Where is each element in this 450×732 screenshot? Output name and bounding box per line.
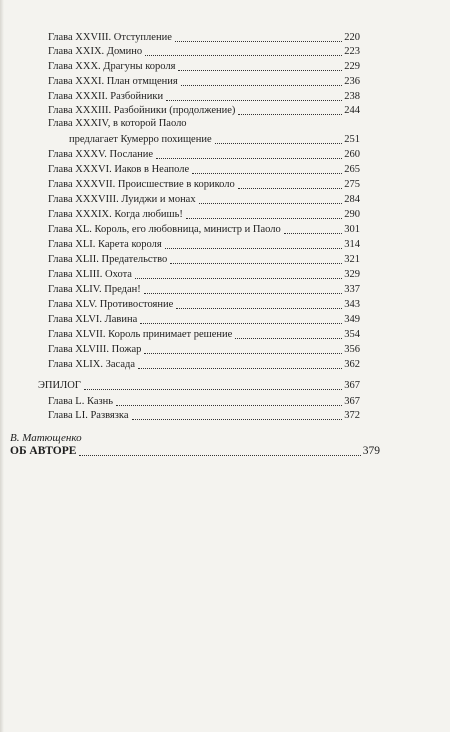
- toc-epilogue[interactable]: [38, 380, 360, 392]
- toc-leader: [186, 218, 342, 219]
- toc-entry-title: Глава XXXVIII. Луиджи и монах: [48, 194, 196, 205]
- author-name: В. Матющенко: [10, 432, 82, 444]
- toc-entry-title: Глава XLII. Предательство: [48, 254, 168, 265]
- toc-entry[interactable]: [48, 224, 360, 236]
- toc-leader: [238, 188, 342, 189]
- toc-entry-title: Глава L. Казнь: [48, 396, 114, 407]
- toc-leader: [235, 338, 342, 339]
- toc-entry-page: 343: [344, 299, 360, 310]
- toc-entry[interactable]: [48, 61, 360, 73]
- page-edge: [0, 0, 4, 732]
- toc-entry-page: 284: [344, 194, 360, 205]
- toc-entry-title: ЭПИЛОГ: [38, 380, 81, 391]
- toc-entry[interactable]: [48, 344, 360, 356]
- toc-entry[interactable]: [48, 396, 360, 408]
- toc-entry[interactable]: [48, 329, 360, 341]
- toc-leader: [79, 455, 360, 456]
- toc-entry[interactable]: [69, 134, 360, 146]
- toc-entry-title: Глава XLVI. Лавина: [48, 314, 138, 325]
- toc-entry-page: 220: [344, 32, 360, 43]
- toc-entry[interactable]: [48, 76, 360, 88]
- toc-entry-page: 301: [344, 224, 360, 235]
- toc-leader: [166, 100, 342, 101]
- toc-entry-title: Глава XLVII. Король принимает решение: [48, 329, 233, 340]
- toc-entry[interactable]: [48, 209, 360, 221]
- toc-entry-title: Глава XXX. Драгуны короля: [48, 61, 176, 72]
- toc-entry-page: 362: [344, 359, 360, 370]
- toc-leader: [199, 203, 343, 204]
- toc-leader: [284, 233, 343, 234]
- toc-leader: [138, 368, 342, 369]
- toc-leader: [140, 323, 342, 324]
- toc-entry[interactable]: [48, 91, 360, 103]
- toc-entry[interactable]: [48, 105, 360, 117]
- toc-entry-page: 321: [344, 254, 360, 265]
- toc-entry-page: 223: [344, 46, 360, 57]
- toc-entry[interactable]: [48, 254, 360, 266]
- toc-entry[interactable]: [48, 269, 360, 281]
- toc-entry[interactable]: [48, 46, 360, 58]
- toc-entry-title: Глава XL. Король, его любовница, министр и Паоло: [48, 224, 281, 235]
- toc-entry-page: 349: [344, 314, 360, 325]
- toc-entry-page: 275: [344, 179, 360, 190]
- toc-entry-page: 251: [344, 134, 360, 145]
- toc-leader: [215, 143, 343, 144]
- toc-entry-page: 236: [344, 76, 360, 87]
- toc-entry-page: 337: [344, 284, 360, 295]
- toc-entry-page: 238: [344, 91, 360, 102]
- toc-entry[interactable]: [48, 410, 360, 422]
- toc-entry-page: 244: [344, 105, 360, 116]
- toc-entry-title: Глава XLI. Карета короля: [48, 239, 162, 250]
- toc-entry-title: Глава XLIX. Засада: [48, 359, 135, 370]
- toc-leader: [144, 353, 342, 354]
- toc-entry-title: Глава XXXIII. Разбойники (продолжение): [48, 105, 236, 116]
- toc-entry-page: 367: [344, 396, 360, 407]
- toc-leader: [170, 263, 342, 264]
- toc-entry-title: Глава XXXVII. Происшествие в кориколо: [48, 179, 235, 190]
- toc-entry-page: 372: [344, 410, 360, 421]
- toc-entry-title: Глава XLVIII. Пожар: [48, 344, 142, 355]
- toc-entry[interactable]: [48, 194, 360, 206]
- toc-entry[interactable]: [48, 32, 360, 44]
- toc-leader: [238, 114, 342, 115]
- toc-leader: [132, 419, 343, 420]
- toc-entry-title: Глава XLV. Противостояние: [48, 299, 174, 310]
- toc-leader: [178, 70, 342, 71]
- toc-entry[interactable]: [48, 284, 360, 296]
- toc-leader: [165, 248, 343, 249]
- toc-entry-title: Глава XXXIX. Когда любишь!: [48, 209, 183, 220]
- toc-entry-page: 367: [344, 380, 360, 391]
- toc-entry-page: 356: [344, 344, 360, 355]
- toc-entry-title: Глава XXXV. Послание: [48, 149, 154, 160]
- toc-entry-title: Глава XXIX. Домино: [48, 46, 143, 57]
- toc-entry-page: 314: [344, 239, 360, 250]
- toc-entry-title-line1: Глава XXXIV, в которой Паоло: [48, 118, 187, 129]
- toc-entry[interactable]: [48, 239, 360, 251]
- toc-leader: [192, 173, 342, 174]
- toc-entry-page: 354: [344, 329, 360, 340]
- toc-entry-page: 265: [344, 164, 360, 175]
- toc-entry-title: Глава XLIV. Предан!: [48, 284, 141, 295]
- toc-entry-title: ОБ АВТОРЕ: [10, 445, 77, 457]
- toc-entry-page: 329: [344, 269, 360, 280]
- toc-leader: [84, 389, 342, 390]
- toc-entry-title: Глава XXXVI. Иаков в Неаполе: [48, 164, 190, 175]
- toc-entry-title: Глава XXXI. План отмщения: [48, 76, 178, 87]
- toc-leader: [176, 308, 342, 309]
- toc-entry-page: 229: [344, 61, 360, 72]
- toc-entry-title-line2: предлагает Кумерро похищение: [69, 134, 212, 145]
- toc-entry-page: 379: [362, 445, 380, 457]
- toc-entry[interactable]: [48, 179, 360, 191]
- toc-leader: [116, 405, 342, 406]
- toc-entry[interactable]: [48, 164, 360, 176]
- toc-entry-title: Глава XXVIII. Отступление: [48, 32, 172, 43]
- toc-leader: [175, 41, 342, 42]
- toc-entry[interactable]: [48, 149, 360, 161]
- toc-entry-page: 260: [344, 149, 360, 160]
- toc-entry-title: Глава XXXII. Разбойники: [48, 91, 164, 102]
- toc-entry[interactable]: [48, 359, 360, 371]
- toc-leader: [144, 293, 343, 294]
- toc-leader: [145, 55, 342, 56]
- toc-leader: [181, 85, 343, 86]
- toc-entry-page: 290: [344, 209, 360, 220]
- toc-leader: [135, 278, 342, 279]
- toc-entry-title: Глава XLIII. Охота: [48, 269, 132, 280]
- toc-about-author[interactable]: [10, 445, 380, 458]
- toc-entry[interactable]: [48, 299, 360, 311]
- toc-entry-title: Глава LI. Развязка: [48, 410, 129, 421]
- toc-entry[interactable]: [48, 314, 360, 326]
- toc-leader: [156, 158, 342, 159]
